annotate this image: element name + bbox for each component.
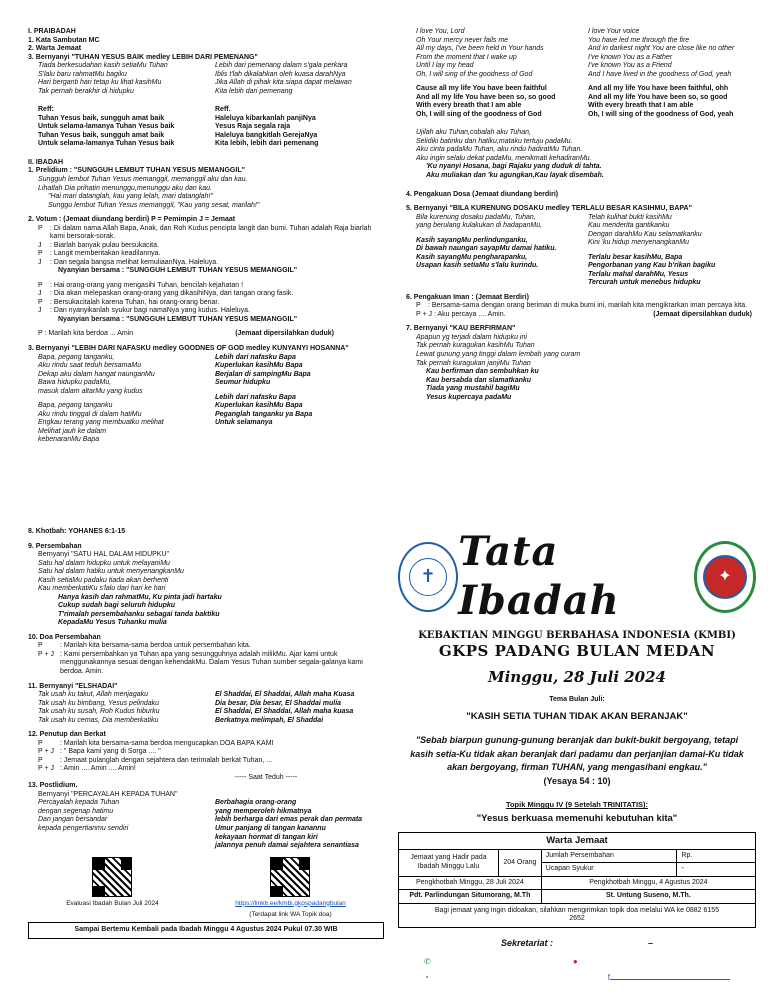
- lyric-line: T'rimalah persembahanku sebagai tanda baktiku: [58, 610, 220, 618]
- prayer-text: P : Marilah kita berdoa ... Amin: [38, 330, 134, 338]
- lyric-line: KepadaMu Yesus Tuhanku mulia: [58, 619, 167, 627]
- song5-left-b: [416, 237, 580, 271]
- song1-reff: [28, 106, 384, 149]
- lyric-line: Pengorbanan yang Kau b'rikan bagiku: [588, 262, 716, 270]
- qr-code-linktree[interactable]: [270, 857, 310, 897]
- qr-row: [28, 857, 384, 919]
- lyric-line: Aku rindu saat teduh bersamaMu: [38, 362, 142, 370]
- lyric-line: Kau bersabda dan slamatkanku: [426, 376, 532, 384]
- item-pengakuan-iman: 6. Pengakuan Iman : (Jemaat Berdiri): [406, 293, 529, 301]
- lyric-line: yang berulang kulakukan di hadapanMu,: [416, 222, 543, 230]
- verse-line: akan bergoyang, firman TUHAN, yang mengasihani engkau.": [447, 762, 707, 773]
- thanks-label: Ucapan Syukur: [541, 863, 677, 877]
- litany-row: [28, 642, 384, 651]
- litany-text: : Jemaat pulanglah dengan sejahtera dan terimalah berkat Tuhan, ...: [60, 756, 273, 764]
- litany-role: J: [38, 307, 42, 315]
- lyric-line: Kita lebih, lebih dari pemenang: [215, 140, 319, 148]
- lyric-line: Umur panjang di tangan kanannu: [215, 825, 326, 832]
- lyric-line: Dekap aku dalam hangat naunganMu: [38, 370, 155, 378]
- song1-right: [215, 62, 384, 96]
- song11-lyrics: [28, 691, 384, 725]
- lyric-line: Satu hal dalam hatiku untuk menyenangkanMu: [38, 568, 184, 576]
- lyric-line: Cause all my life You have been faithful: [416, 85, 547, 93]
- lyric-line: Lebih dari nafasku Bapa: [215, 393, 296, 401]
- lyric-line: Kau berfirman dan sembuhkan ku: [426, 368, 539, 376]
- lyric-line: kekayaan hormat di tangan kiri: [215, 833, 318, 841]
- lyric-line: Berkatnya melimpah, El Shaddai: [215, 716, 324, 724]
- litany-text: : Bersukacitalah karena Tuhan, hai orang-orang benar.: [50, 298, 220, 306]
- verse-reference: (Yesaya 54 : 10): [543, 775, 611, 786]
- lyric-line: Di bawah naungan sayapMu damai hatiku.: [416, 245, 557, 253]
- litany-role: P + J: [38, 748, 55, 756]
- lyric-line: yang memperoleh hikmatnya: [215, 807, 312, 815]
- lyric-line: S'lalu baru rahmatMu bagiku: [38, 70, 127, 78]
- litany-row: [28, 307, 384, 316]
- song7-chorus: [406, 368, 752, 402]
- offering-label: Jumlah Persembahan: [541, 849, 677, 863]
- lyric-line: Dia besar, Dia besar, El Shaddai mulia: [215, 699, 342, 707]
- goodness-chorus: [406, 85, 752, 119]
- litany-row: [28, 290, 384, 299]
- litany-role: P: [38, 642, 43, 650]
- litany-row: [28, 757, 384, 766]
- warta-title: Warta Jemaat: [399, 833, 756, 850]
- contact-icons-2: [398, 973, 756, 983]
- litany-text: : Dan segala bangsa melihat kemuliaanNya. Haleluya.: [50, 258, 219, 266]
- warta-table: [398, 832, 756, 928]
- iman-text: : Bersama-sama dengan orang beriman di muka bumi ini, marilah kita mengikrarkan iman percaya kita.: [428, 302, 748, 310]
- item-doa-persembahan: 10. Doa Persembahan: [28, 633, 101, 641]
- lyric-line: Lebih dari pemenang dalam s'gala perkara: [215, 62, 348, 70]
- dove-icon: ✦: [703, 555, 747, 599]
- iman-pj-text: P + J : Aku percaya .... Amin.: [416, 310, 506, 318]
- verse-line: kasih setia-Ku tidak akan beranjak dari padamu dan perjanjian damai-Ku tidak: [410, 748, 744, 759]
- lyric-line: Tuhan Yesus baik, sungguh amat baik: [38, 131, 165, 139]
- lyric-line: Engkau terang yang membuatku melihat: [38, 419, 164, 427]
- hosanna-lyrics: [406, 129, 752, 163]
- hosanna-chorus: [406, 163, 752, 180]
- preacher1-name: Pdt. Parlindungan Situmorang, M.Th: [399, 890, 542, 904]
- heading-ibadah: II. IBADAH: [28, 158, 63, 166]
- lyric-line: Kasih sayangMu pengharapanku,: [416, 253, 528, 261]
- lyric-line: 'Ku nyanyi Hosana, bagi Rajaku yang duduk di tahta.: [426, 163, 602, 171]
- lyric-line: Usapan kasih setiaMu s'lalu kurindu.: [416, 262, 539, 270]
- doa-persembahan-litany: [28, 642, 384, 676]
- song5-right-b: [588, 254, 752, 288]
- lyric-line: And all my life You have been faithful, ohh: [588, 85, 729, 93]
- lyric-line: Percayalah kepada Tuhan: [38, 799, 120, 807]
- item-song3-title: 3. Bernyanyi "LEBIH DARI NAFASKU medley GOODNES OF GOD medley KUNYANYI HOSANNA": [28, 345, 349, 352]
- lyric-line: Oh, I will sing of the goodness of God: [416, 70, 533, 78]
- theme-label: Tema Bulan Juli:: [549, 696, 605, 704]
- lyric-line: Until I lay my head: [416, 62, 474, 70]
- lyric-line: Kasih setiaMu padaku tiada akan berhenti: [38, 576, 169, 584]
- item-song5-title: 5. Bernyanyi "BILA KURENUNG DOSAKU medley TERLALU BESAR KASIHMU, BAPA": [406, 205, 692, 213]
- item-khotbah: 8. Khotbah: YOHANES 6:1-15: [28, 528, 126, 535]
- song7-lyrics: [406, 334, 752, 368]
- qr2-caption: (Terdapat link WA Topik doa): [249, 910, 332, 918]
- lyric-line: Aku ingin selalu dekat padaMu, menikmati kehadiranMu.: [416, 154, 592, 162]
- litany-role: P: [38, 281, 43, 289]
- item-song1-title: 3. Bernyanyi "TUHAN YESUS BAIK medley LEBIH DARI PEMENANG": [28, 53, 258, 61]
- church-name: GKPS PADANG BULAN MEDAN: [438, 641, 716, 660]
- litany-role: P: [38, 739, 43, 747]
- song1-lyrics: [28, 62, 384, 96]
- song13-lyrics: [28, 799, 384, 850]
- song3-left-2: [38, 402, 207, 445]
- sit-note: (Jemaat dipersilahkan duduk): [235, 330, 334, 338]
- lyric-line: Tak usah ku susah, Roh Kudus hiburku: [38, 708, 160, 716]
- qr1-caption: Evaluasi Ibadah Bulan Juli 2024: [66, 899, 159, 907]
- order-of-service-part3: [28, 528, 384, 998]
- lyric-line: Kau memberkatiKu s'lalu dari hari ke hari: [38, 585, 166, 593]
- goodness-left: [416, 28, 580, 79]
- lyric-line: El Shaddai, El Shaddai, Allah maha Kuasa: [215, 691, 355, 699]
- lyric-line: Bapa, pegang tanganku: [38, 402, 113, 410]
- litany-row: [28, 282, 384, 291]
- attendance-value: 204 Orang: [498, 849, 541, 876]
- goodness-chorus-right: [588, 85, 752, 119]
- lyric-line: Oh Your mercy never fails me: [416, 36, 509, 44]
- song1-left: [38, 62, 207, 96]
- lyric-line: jalannya penuh damai sejahtera senantiasa: [215, 842, 359, 850]
- litany-text: : Di dalam nama Allah Bapa, Anak, dan Roh Kudus pencipta langit dan bumi. Tuhan adalah Raja biarlah kami bersorak-sorak.: [50, 224, 372, 241]
- lyric-line: Bawa hidupku padaMu,: [38, 379, 112, 387]
- lyric-line: Tak pernah berakhir di hidupku: [38, 87, 134, 95]
- gkps-logo: [398, 542, 458, 612]
- iman-role: P: [416, 302, 421, 310]
- litany-text: : " Bapa kami yang di Sorga .... ": [60, 748, 161, 756]
- litany-row: [28, 225, 384, 242]
- song5-right: [588, 214, 752, 248]
- secretariat-label: [398, 938, 756, 949]
- prel-line: "Hai mari datanglah, kau yang lelah, mari datanglah!": [48, 193, 213, 201]
- song13-right: [215, 799, 384, 850]
- song9-lyrics: [28, 560, 384, 594]
- lyric-line: I love Your voice: [588, 28, 640, 35]
- iman-pj-row: [406, 311, 752, 320]
- lyric-line: dengan segenap hatimu: [38, 807, 114, 815]
- item-prelidium: 1. Prelidium : "SUNGGUH LEMBUT TUHAN YESUS MEMANGGIL": [28, 167, 245, 175]
- lyric-line: Yesus Raja segala raja: [215, 123, 291, 131]
- theme-text: "KASIH SETIA TUHAN TIDAK AKAN BERANJAK": [466, 710, 688, 722]
- lyric-line: Tak pernah kuragukan kasihMu Tuhan: [416, 342, 535, 350]
- lyric-line: You have led me through the fire: [588, 36, 690, 44]
- lyric-line: Untuk selamanya: [215, 419, 273, 427]
- item-persembahan: 9. Persembahan: [28, 542, 82, 550]
- lyric-line: Melihat jauh ke dalam: [38, 427, 107, 435]
- lyric-line: I love You, Lord: [416, 28, 465, 35]
- litany-row: [28, 250, 384, 259]
- item-warta: 2. Warta Jemaat: [28, 45, 82, 53]
- lyric-line: Ujilah aku Tuhan,cobalah aku Tuhan,: [416, 129, 531, 137]
- litany-role: P + J: [38, 650, 55, 658]
- song9-title: Bernyanyi "SATU HAL DALAM HIDUPKU": [38, 551, 170, 559]
- litany-role: P: [38, 250, 43, 258]
- song3-left: [38, 354, 207, 397]
- litany-role: J: [38, 241, 42, 249]
- linktree-link[interactable]: https://linktr.ee/kmbi.gkpspadangbulan: [235, 899, 346, 907]
- lyric-line: With every breath that I am able: [416, 102, 522, 110]
- lyric-line: Jika Allah di pihak kita siapa dapat melawan: [215, 79, 352, 87]
- song5-lyrics: [406, 214, 752, 288]
- qr-code-evaluasi[interactable]: [92, 857, 132, 897]
- preacher2-label: Pengkhotbah Minggu, 4 Agustus 2024: [541, 876, 755, 890]
- goodness-right: [588, 28, 752, 79]
- song11-right: [215, 691, 384, 725]
- lyric-line: Tuhan Yesus baik, sungguh amat baik: [38, 114, 165, 122]
- cover-title: Tata Ibadah: [458, 528, 620, 624]
- lyric-line: And in darkest night You are close like no other: [588, 45, 735, 53]
- lyric-line: Haleluya bangkitlah GerejaNya: [215, 131, 318, 139]
- penutup-litany: [28, 740, 384, 774]
- sit-note: (Jemaat dipersilahkan duduk): [653, 310, 752, 318]
- theme-verse: [398, 734, 756, 788]
- lyric-line: Cukup sudah bagi seluruh hidupku: [58, 602, 176, 610]
- cross-icon: ✝: [409, 558, 447, 596]
- litany-text: : Dan nyanyikanlah syukur bagi namaNya yang kudus. Haleluya.: [50, 307, 251, 315]
- item-pengakuan-dosa: 4. Pengakuan Dosa (Jemaat diundang berdiri): [406, 190, 559, 198]
- secretariat-dash: –: [648, 937, 654, 948]
- reff-right: [215, 115, 384, 149]
- topic-label: Topik Minggu IV (9 Setelah TRINITATIS):: [505, 800, 649, 810]
- facebook-icon: f: [607, 972, 610, 982]
- song3-right-2: [215, 394, 384, 428]
- nyanyian-bersama-1: Nyanyian bersama : "SUNGGUH LEMBUT TUHAN YESUS MEMANGGIL": [58, 267, 298, 275]
- lyric-line: Untuk selama-lamanya Tuhan Yesus baik: [38, 140, 175, 148]
- litany-role: J: [38, 258, 42, 266]
- lyric-line: Bila kurenung dosaku padaMu, Tuhan,: [416, 213, 536, 221]
- votum-litany: [28, 225, 384, 268]
- order-of-service-part2: [406, 28, 752, 401]
- litany-role: P: [38, 298, 43, 306]
- litany-text: : Langit memberitakan keadilannya.: [50, 250, 161, 258]
- lyric-line: And all my life You have been so, so good: [416, 93, 556, 101]
- song5-left: [416, 214, 580, 231]
- item-penutup: 12. Penutup dan Berkat: [28, 731, 106, 739]
- litany-text: : Amin .... Amin .... Amin!: [60, 765, 136, 773]
- cover-page: [398, 528, 756, 998]
- litany-text: : Hai orang-orang yang mengasihi Tuhan, bencilah kejahatan !: [50, 281, 244, 289]
- prel-line: Sungguh lembut Tuhan Yesus memanggil, memanggil aku dan kau.: [38, 175, 248, 183]
- lyric-line: Kuperlukan kasihMu Bapa: [215, 402, 303, 410]
- lyric-line: kebenaranMu Bapa: [38, 436, 100, 444]
- prel-line: Lihatlah Dia prihatin menunggu,menunggu aku dan kau.: [38, 184, 212, 192]
- litany-row: [28, 242, 384, 251]
- lyric-line: Bapa, pegang tanganku,: [38, 353, 115, 361]
- lyric-line: Tercurah untuk menebus hidupku: [588, 279, 701, 287]
- item-sambutan: 1. Kata Sambutan MC: [28, 36, 100, 44]
- prelidium-lyrics: [28, 176, 384, 210]
- lyric-line: Dan jangan bersandar: [38, 816, 108, 824]
- lyric-line: Haleluya kibarkanlah panjiNya: [215, 114, 316, 122]
- litany-row: [28, 651, 384, 677]
- litany-role: P: [38, 224, 43, 232]
- lyric-line: Aku rindu tinggal di dalam hatiMu: [38, 410, 142, 418]
- reff-left-label: Reff:: [38, 106, 54, 114]
- lyric-line: From the moment that I wake up: [416, 53, 517, 61]
- lyric-line: Tak usah ku cemas, Dia memberkatiku: [38, 716, 159, 724]
- lyric-line: Tak usah ku takut, Allah menjagaku: [38, 691, 148, 699]
- lyric-line: Seumur hidupku: [215, 379, 271, 387]
- lyric-line: Terlalu mahal darahMu, Yesus: [588, 270, 689, 278]
- thanks-value: -: [677, 863, 756, 877]
- saat-teduh: ----- Saat Teduh -----: [234, 773, 298, 781]
- lyric-line: Terlalu besar kasihMu, Bapa: [588, 253, 683, 261]
- preacher2-name: St. Untung Suseno, M.Th.: [541, 890, 755, 904]
- lyric-line: Kau menderita gantikanku: [588, 222, 670, 230]
- song13-title: Bernyanyi "PERCAYALAH KEPADA TUHAN": [38, 790, 178, 798]
- lyric-line: masuk dalam altarMu yang kudus: [38, 387, 143, 395]
- litany-row: [28, 740, 384, 749]
- litany-row: [28, 299, 384, 308]
- lyric-line: And all my life You have been so, so good: [588, 93, 728, 101]
- song13-left: [38, 799, 207, 850]
- lyric-line: Kita lebih dari pemenang: [215, 87, 293, 95]
- lyric-line: kepada pengertianmu sendiri: [38, 825, 129, 832]
- attendance-label: Jemaat yang Hadir pada Ibadah Minggu Lalu: [399, 849, 499, 876]
- facebook-link[interactable]: [608, 973, 730, 983]
- lyric-line: Berjalan di sampingMu Bapa: [215, 370, 311, 378]
- votum-litany-2: [28, 282, 384, 316]
- heading-praibadah: I. PRAIBADAH: [28, 28, 76, 35]
- web-icon[interactable]: ◔: [424, 972, 429, 982]
- topic-text: "Yesus berkuasa memenuhi kebutuhan kita": [476, 812, 678, 824]
- lyric-line: Iblis t'lah dikalahkan oleh kuasa darahNya: [215, 70, 346, 78]
- lyric-line: Satu hal dalam hidupku untuk melayaniMu: [38, 559, 170, 567]
- lyric-line: Aku muliakan dan 'ku agungkan,Kau layak disembah.: [426, 171, 604, 179]
- litany-role: P: [38, 756, 43, 764]
- secretariat-text: Sekretariat :: [500, 937, 553, 948]
- lyric-line: Telah kulihat bukti kasihMu: [588, 213, 672, 221]
- song9-chorus: [28, 594, 384, 628]
- lyric-line: Kuperlukan kasihMu Bapa: [215, 362, 303, 370]
- lyric-line: Apapun yg terjadi dalam hidupku ini: [416, 333, 527, 341]
- litany-role: P + J: [38, 765, 55, 773]
- litany-row: [28, 748, 384, 757]
- reff-right-label: Reff.: [215, 106, 231, 114]
- item-elshadai: 11. Bernyanyi "ELSHADAI": [28, 682, 118, 690]
- service-name: KEBAKTIAN MINGGU BERBAHASA INDONESIA (KMBI): [418, 629, 736, 641]
- lyric-line: Selidiki batinku dan hatiku,mataku tertuju padaMu.: [416, 137, 573, 145]
- closing-banner: Sampai Bertemu Kembali pada Ibadah Minggu 4 Agustus 2024 Pukul 07.30 WIB: [28, 922, 384, 939]
- lyric-line: And I have lived in the goodness of God, yeah: [588, 70, 732, 78]
- lyric-line: Yesus kupercaya padaMu: [426, 393, 512, 401]
- litany-text: : Dia akan melepaskan orang-orang yang dikasihiNya, dari tangan orang fasik.: [50, 290, 294, 298]
- goodness-chorus-left: [416, 85, 580, 119]
- reff-left: [38, 115, 207, 149]
- litany-text: : Kami persembahkan ya Tuhan apa yang sesungguhnya adalah milikMu. Ajar kami untuk menggunakannya sesuai dengan kehendakMu. Dalam Yesus Tuhan sumber segala-galanya kami berdoa. Amin.: [60, 650, 363, 675]
- litany-row: [28, 259, 384, 268]
- lyric-line: Tak usah ku bimbang, Yesus pelindaku: [38, 699, 160, 707]
- song3-right: [215, 354, 384, 388]
- lyric-line: Tiada berkesudahan kasih setiaMu Tuhan: [38, 62, 168, 70]
- lyric-line: All my days, I've been held in Your hands: [416, 45, 544, 53]
- litany-text: : Marilah kita bersama-sama berdoa untuk persembahan kita.: [60, 642, 251, 650]
- litany-text: : Biarlah banyak pulau bersukacita.: [50, 241, 159, 249]
- litany-row: [28, 765, 384, 774]
- item-votum: 2. Votum : (Jemaat diundang berdiri) P = Pemimpin J = Jemaat: [28, 216, 236, 224]
- lyric-line: With every breath that I am able: [588, 102, 694, 110]
- goodness-lyrics: [406, 28, 752, 79]
- location-pin-icon[interactable]: ●: [572, 956, 578, 966]
- order-of-service-part1: [28, 28, 384, 444]
- lyric-line: Kini 'ku hidup menyenangkanMu: [588, 239, 689, 247]
- lyric-line: Oh, I will sing of the goodness of God: [416, 110, 542, 118]
- item-postlidium: 13. Postlidium.: [28, 782, 78, 790]
- lyric-line: Lebih dari nafasku Bapa: [215, 353, 296, 361]
- lyric-line: Peganglah tanganku ya Bapa: [215, 410, 313, 418]
- lyric-line: Hari berganti hari tetap ku lihat kasihMu: [38, 79, 162, 87]
- lyric-line: Dengan darahMu Kau selamatkanku: [588, 230, 702, 238]
- lyric-line: Lewat gunung yang tinggi dalam lembah yang curam: [416, 351, 581, 358]
- contact-icons: [398, 957, 756, 967]
- lyric-line: Oh, I will sing of the goodness of God, yeah: [588, 110, 734, 118]
- preacher1-label: Pengkhotbah Minggu, 28 Juli 2024: [399, 876, 542, 890]
- lyric-line: El Shaddai, El Shaddai, Allah maha kuasa: [215, 708, 354, 716]
- verse-line: "Sebab biarpun gunung-gunung beranjak dan bukit-bukit bergoyang, tetapi: [415, 735, 739, 746]
- iman-row: [406, 302, 752, 311]
- prayer-row: [28, 330, 384, 339]
- lyric-line: Aku cinta padaMu Tuhan, aku rindu hadiratMu Tuhan.: [416, 146, 583, 154]
- lyric-line: Berbahagia orang-orang: [215, 799, 297, 807]
- ministry-logo: [694, 541, 756, 613]
- prayer-request-note: Bagi jemaat yang ingin didoakan, silahkan mengirimkan topik doa melalui WA ke 0882 6155 2652: [399, 903, 756, 927]
- offering-value: Rp.: [677, 849, 756, 863]
- litany-role: J: [38, 290, 42, 298]
- lyric-line: Tak pernah kuragukan janjiMu Tuhan: [416, 359, 531, 367]
- lyric-line: I've known You as a Father: [588, 53, 673, 61]
- lyric-line: Tiada yang mustahil bagiMu: [426, 385, 520, 393]
- nyanyian-bersama-2: Nyanyian bersama : "SUNGGUH LEMBUT TUHAN YESUS MEMANGGIL": [58, 315, 298, 323]
- lyric-line: Hanya kasih dan rahmatMu, Ku pinta jadi hartaku: [58, 593, 222, 601]
- prel-line: Sunggu lembut Tuhan Yesus memanggil, "Kau yang sesat, marilah!": [48, 201, 260, 209]
- lyric-line: lebih berharga dari emas perak dan permata: [215, 816, 363, 824]
- litany-text: : Marilah kita bersama-sama berdoa mengucapkan DOA BAPA KAMI: [60, 739, 274, 747]
- item-song7-title: 7. Bernyanyi "KAU BERFIRMAN": [406, 325, 516, 333]
- lyric-line: Untuk selama-lamanya Tuhan Yesus baik: [38, 123, 175, 131]
- lyric-line: Kasih sayangMu perlindunganku,: [416, 236, 528, 244]
- song3-lyrics: [28, 354, 384, 445]
- whatsapp-icon[interactable]: ✆: [424, 956, 431, 966]
- song11-left: [38, 691, 207, 725]
- cover-header: [398, 528, 756, 626]
- lyric-line: I've known You as a Friend: [588, 62, 672, 70]
- service-date: Minggu, 28 Juli 2024: [487, 668, 666, 687]
